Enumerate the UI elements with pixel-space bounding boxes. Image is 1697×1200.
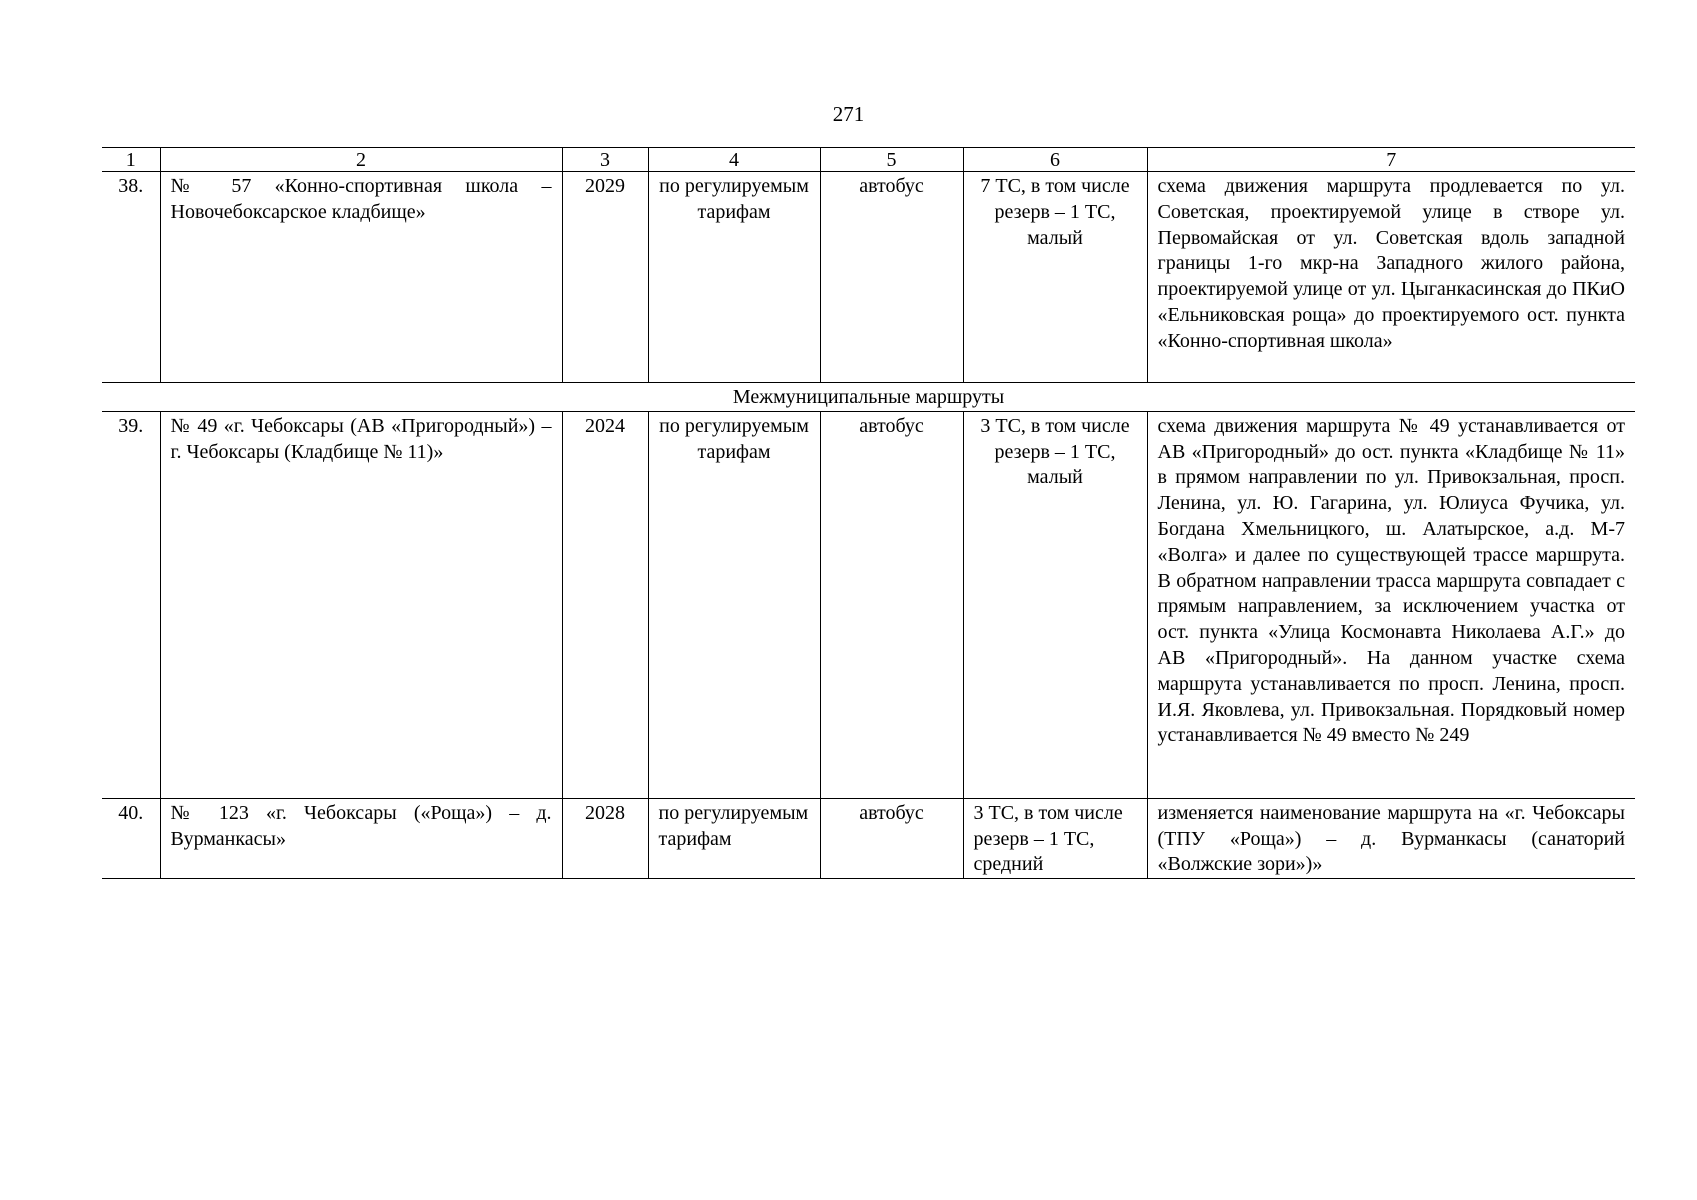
route-vehicle-type: автобус [820, 411, 963, 798]
route-description: схема движения маршрута продлевается по ул. Советская, проектируемой улице в створе ул. Первомайская от ул. Советская вдоль западной границы 1-го мкр-на Западного жилого района, проектируемой улице от ул. Цыганкасинская до ПКиО «Ельниковская роща» до проектируемого ост. пункта «Конно-спортивная школа» [1147, 172, 1635, 383]
route-tariff: по регулируемым тарифам [648, 172, 820, 383]
route-vehicle-count: 3 ТС, в том числе резерв – 1 ТС, средний [963, 798, 1147, 878]
route-tariff: по регулируемым тарифам [648, 411, 820, 798]
row-number: 39. [102, 411, 160, 798]
route-year: 2029 [562, 172, 648, 383]
header-row [102, 148, 1635, 172]
table-row [102, 411, 1635, 798]
route-name: № 123 «г. Чебоксары («Роща») – д. Вурманкасы» [160, 798, 562, 878]
route-vehicle-count: 3 ТС, в том числе резерв – 1 ТС, малый [963, 411, 1147, 798]
column-header-3: 3 [562, 148, 648, 172]
column-header-4: 4 [648, 148, 820, 172]
column-header-1: 1 [102, 148, 160, 172]
row-number: 40. [102, 798, 160, 878]
route-vehicle-count: 7 ТС, в том числе резерв – 1 ТС, малый [963, 172, 1147, 383]
row-number: 38. [102, 172, 160, 383]
routes-table [102, 147, 1635, 879]
column-header-2: 2 [160, 148, 562, 172]
column-header-6: 6 [963, 148, 1147, 172]
column-header-7: 7 [1147, 148, 1635, 172]
route-vehicle-type: автобус [820, 172, 963, 383]
route-description: изменяется наименование маршрута на «г. Чебоксары (ТПУ «Роща») – д. Вурманкасы (санаторий «Волжские зори»)» [1147, 798, 1635, 878]
section-title: Межмуниципальные маршруты [102, 383, 1635, 412]
section-row [102, 383, 1635, 412]
page-number: 271 [832, 102, 865, 126]
route-name: № 49 «г. Чебоксары (АВ «Пригородный») – г. Чебоксары (Кладбище № 11)» [160, 411, 562, 798]
table-row [102, 172, 1635, 383]
table-row [102, 798, 1635, 878]
route-year: 2028 [562, 798, 648, 878]
route-description: схема движения маршрута № 49 устанавливается от АВ «Пригородный» до ост. пункта «Кладбище № 11» в прямом направлении по ул. Привокзальная, просп. Ленина, ул. Ю. Гагарина, ул. Юлиуса Фучика, ул. Богдана Хмельницкого, ш. Алатырское, а.д. М-7 «Волга» и далее по существующей трассе маршрута. В обратном направлении трасса маршрута совпадает с прямым направлением, за исключением участка от ост. пункта «Улица Космонавта Николаева А.Г.» до АВ «Пригородный». На данном участке схема маршрута устанавливается по просп. Ленина, просп. И.Я. Яковлева, ул. Привокзальная. Порядковый номер устанавливается № 49 вместо № 249 [1147, 411, 1635, 798]
route-vehicle-type: автобус [820, 798, 963, 878]
route-year: 2024 [562, 411, 648, 798]
column-header-5: 5 [820, 148, 963, 172]
route-tariff: по регулируемым тарифам [648, 798, 820, 878]
route-name: № 57 «Конно-спортивная школа – Новочебоксарское кладбище» [160, 172, 562, 383]
